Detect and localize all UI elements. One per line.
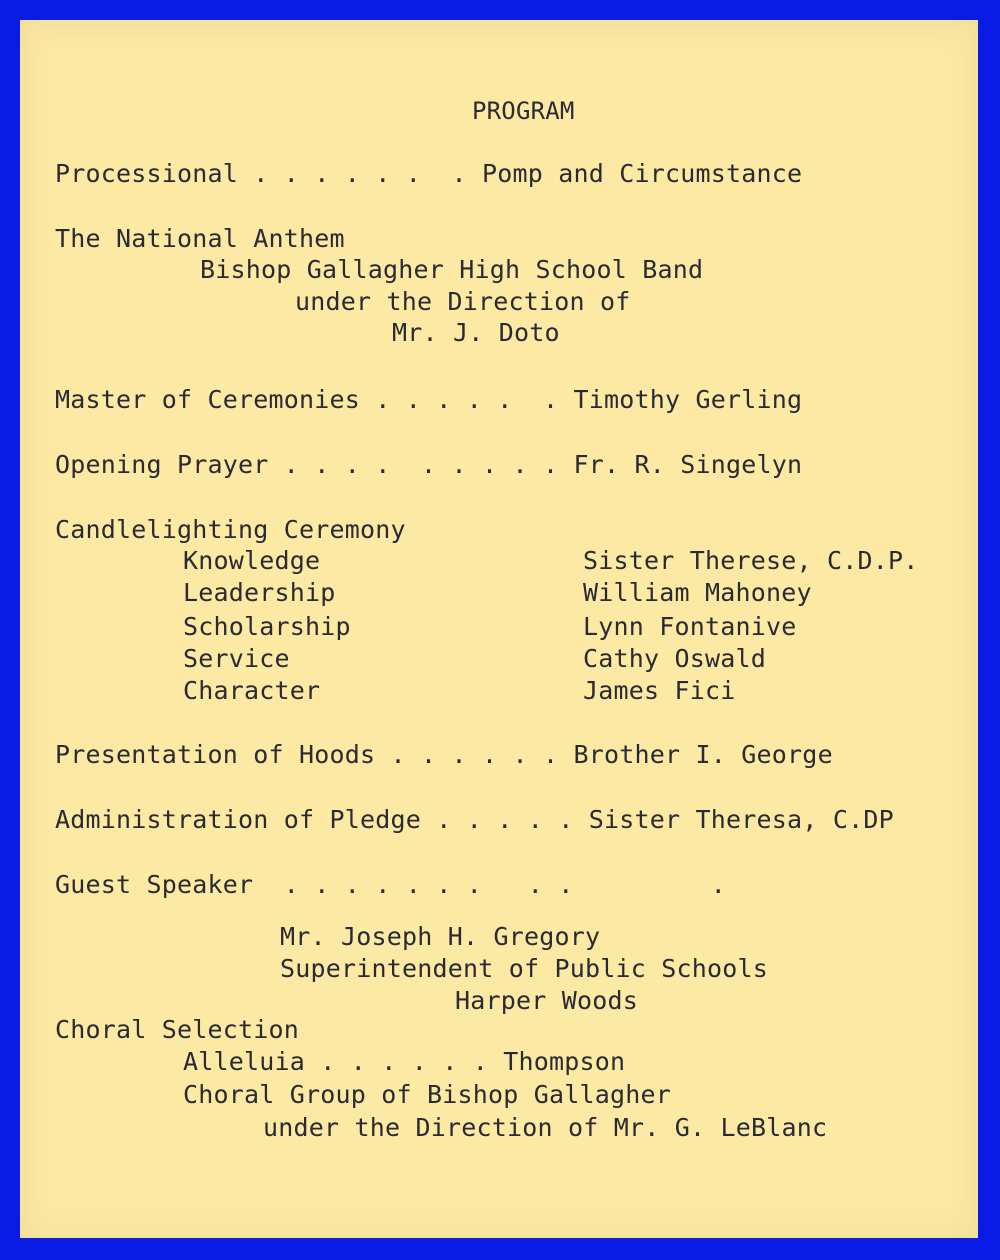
processional-line: Processional . . . . . . . Pomp and Circumstance [55,159,803,188]
candlelighting-heading: Candlelighting Ceremony [55,515,406,544]
opening-prayer-line: Opening Prayer . . . . . . . . . Fr. R. Singelyn [55,450,803,479]
guest-speaker-heading: Guest Speaker . . . . . . . . . . [55,870,727,899]
choral-selection-heading: Choral Selection [55,1015,300,1044]
anthem-performer: Bishop Gallagher High School Band [200,255,704,284]
anthem-direction: under the Direction of [295,287,631,316]
candle-role: Leadership [183,578,336,607]
candle-person: William Mahoney [583,578,812,607]
master-of-ceremonies-line: Master of Ceremonies . . . . . . Timothy Gerling [55,385,803,414]
choral-piece-line: Alleluia . . . . . . Thompson [183,1047,626,1076]
candle-role: Character [183,676,321,705]
program-title: PROGRAM [472,97,575,125]
guest-speaker-title: Superintendent of Public Schools [280,954,769,983]
choral-director: under the Direction of Mr. G. LeBlanc [263,1113,828,1142]
candle-person: Lynn Fontanive [583,612,797,641]
candle-role: Knowledge [183,546,321,575]
anthem-director: Mr. J. Doto [392,318,560,347]
candle-person: Cathy Oswald [583,644,767,673]
candle-role: Scholarship [183,612,351,641]
candle-role: Service [183,644,290,673]
presentation-of-hoods-line: Presentation of Hoods . . . . . . Brother I. George [55,740,833,769]
choral-group: Choral Group of Bishop Gallagher [183,1080,672,1109]
candle-person: Sister Therese, C.D.P. [583,546,919,575]
pledge-line: Administration of Pledge . . . . . Sister Theresa, C.DP [55,805,894,834]
candle-person: James Fici [583,676,736,705]
program-sheet [20,20,978,1238]
anthem-heading: The National Anthem [55,224,345,253]
guest-speaker-location: Harper Woods [455,986,639,1015]
guest-speaker-name: Mr. Joseph H. Gregory [280,922,601,951]
